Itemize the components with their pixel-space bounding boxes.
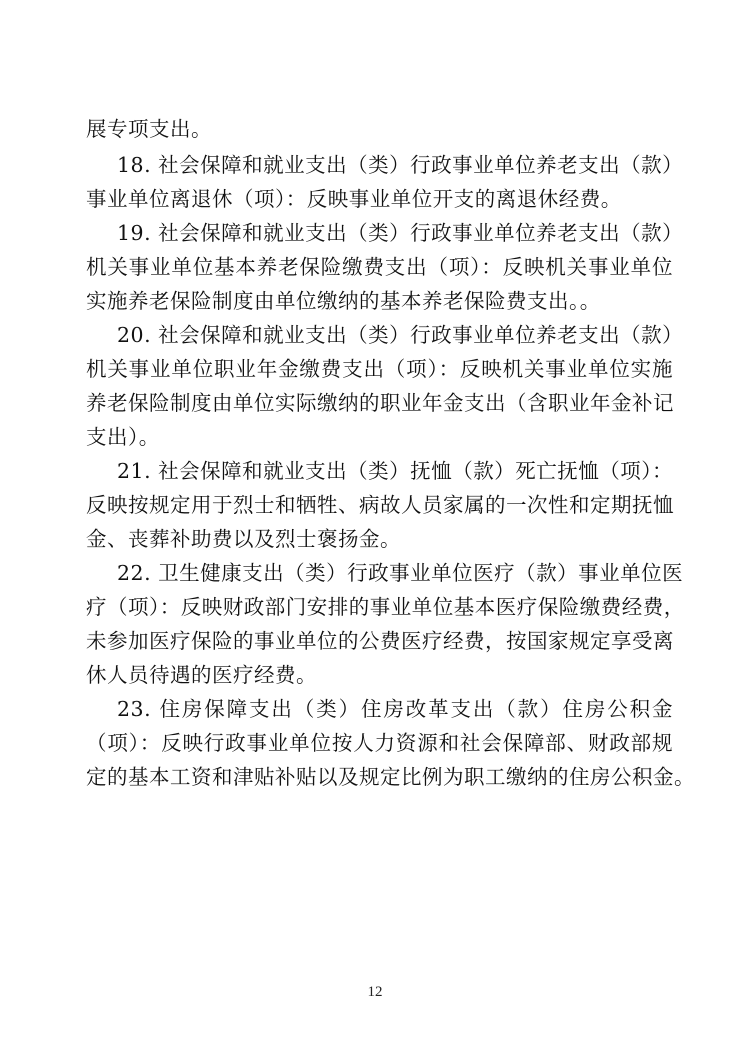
paragraph-18-line-1 xyxy=(0,149,750,181)
line-text: （项）：反映行政事业单位按人力资源和社会保障部、财政部规 xyxy=(86,731,673,755)
line-text: 定的基本工资和津贴补贴以及规定比例为职工缴纳的住房公积金。 xyxy=(86,765,695,789)
paragraph-22-line-1 xyxy=(0,557,750,589)
paragraph-20-line-1 xyxy=(0,319,750,351)
line-text: 事业单位离退休（项）：反映事业单位开支的离退休经费。 xyxy=(86,187,622,211)
line-text: 实施养老保险制度由单位缴纳的基本养老保险费支出。。 xyxy=(86,289,601,313)
paragraph-22-line-4 xyxy=(0,659,750,691)
paragraph-22-line-2 xyxy=(0,591,750,623)
paragraph-18-line-2 xyxy=(0,183,750,215)
paragraph-21-line-3 xyxy=(0,523,750,555)
line-text: 疗（项）：反映财政部门安排的事业单位基本医疗保险缴费经费， xyxy=(86,595,685,619)
line-text: 展专项支出。 xyxy=(86,117,212,141)
paragraph-21-line-1 xyxy=(0,455,750,487)
paragraph-23-line-2 xyxy=(0,727,750,759)
line-text: 19. 社会保障和就业支出（类）行政事业单位养老支出（款） xyxy=(117,221,684,245)
paragraph-23-line-3 xyxy=(0,761,750,793)
line-text: 机关事业单位职业年金缴费支出（项）：反映机关事业单位实施 xyxy=(86,357,673,381)
paragraph-20-line-3 xyxy=(0,387,750,419)
line-text: 机关事业单位基本养老保险缴费支出（项）：反映机关事业单位 xyxy=(86,255,673,279)
paragraph-23-line-1 xyxy=(0,693,750,725)
paragraph-19-line-2 xyxy=(0,251,750,283)
paragraph-20-line-2 xyxy=(0,353,750,385)
line-text: 养老保险制度由单位实际缴纳的职业年金支出（含职业年金补记 xyxy=(86,391,674,415)
line-text: 金、丧葬补助费以及烈士褒扬金。 xyxy=(86,527,401,551)
text-line xyxy=(0,113,750,145)
paragraph-20-line-4 xyxy=(0,421,750,453)
line-text: 休人员待遇的医疗经费。 xyxy=(86,663,317,687)
paragraph-22-line-3 xyxy=(0,625,750,657)
line-text: 反映按规定用于烈士和牺牲、病故人员家属的一次性和定期抚恤 xyxy=(86,493,674,517)
line-text: 18. 社会保障和就业支出（类）行政事业单位养老支出（款） xyxy=(117,153,684,177)
paragraph-19-line-1 xyxy=(0,217,750,249)
paragraph-19-line-3 xyxy=(0,285,750,317)
line-text: 23. 住房保障支出（类）住房改革支出（款）住房公积金 xyxy=(117,697,673,721)
line-text: 未参加医疗保险的事业单位的公费医疗经费，按国家规定享受离 xyxy=(86,629,674,653)
line-text: 支出）。 xyxy=(86,425,160,449)
paragraph-21-line-2 xyxy=(0,489,750,521)
line-text: 22. 卫生健康支出（类）行政事业单位医疗（款）事业单位医 xyxy=(117,561,684,585)
page-number: 12 xyxy=(367,984,383,1000)
line-text: 21. 社会保障和就业支出（类）抚恤（款）死亡抚恤（项）： xyxy=(117,459,673,483)
line-text: 20. 社会保障和就业支出（类）行政事业单位养老支出（款） xyxy=(117,323,684,347)
